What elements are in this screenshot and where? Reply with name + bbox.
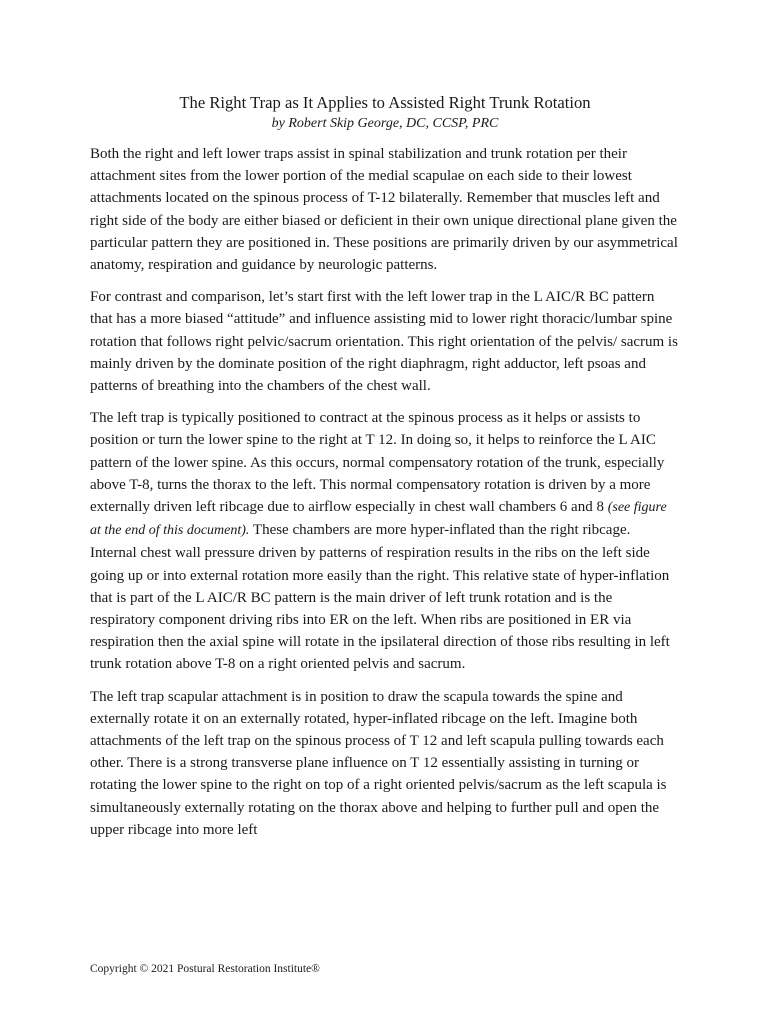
paragraph-2: For contrast and comparison, let’s start first with the left lower trap in the L AIC/R BC pattern that has a more biased “attitude” and influence assisting mid to lower right thoracic/lumbar spine rotation that follows right pelvic/sacrum orientation. This right orientation of the pelvis/ sacrum is mainly driven by the dominate position of the right diaphragm, right adductor, left psoas and patterns of breathing into the chambers of the chest wall. bbox=[90, 289, 678, 395]
paragraph-1: Both the right and left lower traps assist in spinal stabilization and trunk rotation per their attachment sites from the lower portion of the medial scapulae on each side to their lowest attachments located on the spinous process of T-12 bilaterally. Remember that muscles left and right side of the body are either biased or deficient in their own unique directional plane given the particular pattern they are positioned in. These positions are primarily driven by our asymmetrical anatomy, respiration and guidance by neurologic patterns. bbox=[90, 146, 678, 274]
author-byline: by Robert Skip George, DC, CCSP, PRC bbox=[271, 116, 499, 131]
figure-reference: (see figure at the end of this document). bbox=[90, 500, 667, 539]
document-page bbox=[90, 92, 680, 851]
paragraph-3 bbox=[90, 407, 680, 675]
paragraph-4: The left trap scapular attachment is in position to draw the scapula towards the spine and externally rotate it on an externally rotated, hyper-inflated ribcage on the left. Imagine both attachments of the left trap on the spinous process of T 12 and left scapula pulling towards each other. There is a strong transverse plane influence on T 12 essentially assisting in turning or rotating the lower spine to the right on top of a right oriented pelvis/sacrum as the left scapula is simultaneously externally rotating on the thorax above and helping to further pull and open the upper ribcage into more left bbox=[90, 688, 667, 838]
paragraph-3-text-start: The left trap is typically positioned to contract at the spinous process as it helps or assists to position or turn the lower spine to the right at T 12. In doing so, it helps to reinforce the L AIC pattern of the lower spine. As this occurs, normal compensatory rotation of the trunk, especially above T-8, turns the thorax to the left. This normal compensatory rotation is driven by a more externally driven left ribcage due to airflow especially in chest wall chambers 6 and 8 bbox=[90, 410, 665, 516]
copyright-footer: Copyright © 2021 Postural Restoration Institute® bbox=[90, 963, 320, 975]
paragraph-3-text-end: These chambers are more hyper-inflated than the right ribcage. Internal chest wall pressure driven by patterns of respiration results in the ribs on the left side going up or into external rotation more easily than the right. This relative state of hyper-inflation that is part of the L AIC/R BC pattern is the main driver of left trunk rotation and is the respiratory component driving ribs into ER on the left. When ribs are positioned in ER via respiration then the axial spine will rotate in the ipsilateral direction of those ribs resulting in left trunk rotation above T-8 on a right oriented pelvis and sacrum. bbox=[90, 522, 670, 673]
document-title: The Right Trap as It Applies to Assisted Right Trunk Rotation bbox=[179, 93, 591, 112]
